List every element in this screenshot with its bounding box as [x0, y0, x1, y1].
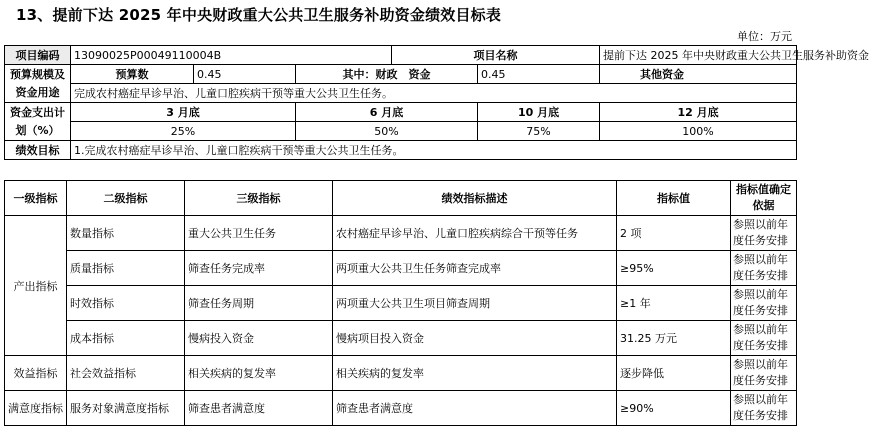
description-cell: 筛查患者满意度	[333, 391, 617, 426]
plan-value-q1: 25%	[71, 122, 296, 141]
budget-label: 预算数	[71, 65, 194, 84]
level3-cell: 相关疾病的复发率	[185, 356, 333, 391]
plan-header-q2: 6 月底	[296, 103, 478, 122]
goal-label: 绩效目标	[5, 141, 71, 160]
group-satisfaction: 满意度指标	[5, 391, 67, 426]
basis-cell: 参照以前年度任务安排	[731, 216, 797, 251]
plan-value-q2: 50%	[296, 122, 478, 141]
description-cell: 两项重大公共卫生任务筛查完成率	[333, 251, 617, 286]
plan-header-q3: 10 月底	[478, 103, 600, 122]
level2-cell: 成本指标	[67, 321, 185, 356]
project-name-value: 提前下达 2025 年中央财政重大公共卫生服务补助资金	[600, 46, 797, 65]
description-cell: 两项重大公共卫生项目筛查周期	[333, 286, 617, 321]
level2-cell: 时效指标	[67, 286, 185, 321]
fiscal-funds-value: 0.45	[478, 65, 600, 84]
basis-cell: 参照以前年度任务安排	[731, 321, 797, 356]
project-code-value: 13090025P00049110004B	[71, 46, 392, 65]
table-row	[5, 391, 797, 426]
goal-text: 1.完成农村癌症早诊早治、儿童口腔疾病干预等重大公共卫生任务。	[71, 141, 797, 160]
value-cell: ≥1 年	[617, 286, 731, 321]
project-info-table	[4, 45, 869, 160]
fiscal-funds-label: 其中：财政 资金	[296, 65, 478, 84]
level3-cell: 筛查患者满意度	[185, 391, 333, 426]
level3-cell: 筛查任务完成率	[185, 251, 333, 286]
table-row	[5, 321, 797, 356]
table-row	[5, 216, 797, 251]
fund-usage-text: 完成农村癌症早诊早治、儿童口腔疾病干预等重大公共卫生任务。	[71, 84, 797, 103]
unit-label: 单位：万元	[737, 30, 792, 43]
description-cell: 慢病项目投入资金	[333, 321, 617, 356]
level2-cell: 质量指标	[67, 251, 185, 286]
indicator-table	[4, 180, 797, 426]
description-cell: 相关疾病的复发率	[333, 356, 617, 391]
basis-cell: 参照以前年度任务安排	[731, 391, 797, 426]
description-cell: 农村癌症早诊早治、儿童口腔疾病综合干预等任务	[333, 216, 617, 251]
level2-cell: 社会效益指标	[67, 356, 185, 391]
budget-value: 0.45	[194, 65, 296, 84]
value-cell: 31.25 万元	[617, 321, 731, 356]
header-description: 绩效指标描述	[333, 181, 617, 216]
header-level1: 一级指标	[5, 181, 67, 216]
basis-cell: 参照以前年度任务安排	[731, 251, 797, 286]
table-row	[5, 286, 797, 321]
header-value: 指标值	[617, 181, 731, 216]
level3-cell: 慢病投入资金	[185, 321, 333, 356]
table-row	[5, 251, 797, 286]
level3-cell: 筛查任务周期	[185, 286, 333, 321]
plan-value-q3: 75%	[478, 122, 600, 141]
project-code-label: 项目编码	[5, 46, 71, 65]
plan-header-q4: 12 月底	[600, 103, 797, 122]
plan-value-q4: 100%	[600, 122, 797, 141]
level2-cell: 数量指标	[67, 216, 185, 251]
basis-cell: 参照以前年度任务安排	[731, 356, 797, 391]
value-cell: 逐步降低	[617, 356, 731, 391]
level3-cell: 重大公共卫生任务	[185, 216, 333, 251]
table-row	[5, 356, 797, 391]
page-title: 13、提前下达 2025 年中央财政重大公共卫生服务补助资金绩效目标表	[16, 6, 502, 24]
header-basis: 指标值确定依据	[731, 181, 797, 216]
level2-cell: 服务对象满意度指标	[67, 391, 185, 426]
header-level2: 二级指标	[67, 181, 185, 216]
plan-header-q1: 3 月底	[71, 103, 296, 122]
group-benefit: 效益指标	[5, 356, 67, 391]
group-output: 产出指标	[5, 216, 67, 356]
basis-cell: 参照以前年度任务安排	[731, 286, 797, 321]
value-cell: 2 项	[617, 216, 731, 251]
header-level3: 三级指标	[185, 181, 333, 216]
value-cell: ≥90%	[617, 391, 731, 426]
other-funds-label: 其他资金	[600, 65, 797, 84]
value-cell: ≥95%	[617, 251, 731, 286]
spending-plan-label: 资金支出计划（%）	[5, 103, 71, 141]
project-name-label: 项目名称	[392, 46, 600, 65]
budget-scale-label: 预算规模及资金用途	[5, 65, 71, 103]
